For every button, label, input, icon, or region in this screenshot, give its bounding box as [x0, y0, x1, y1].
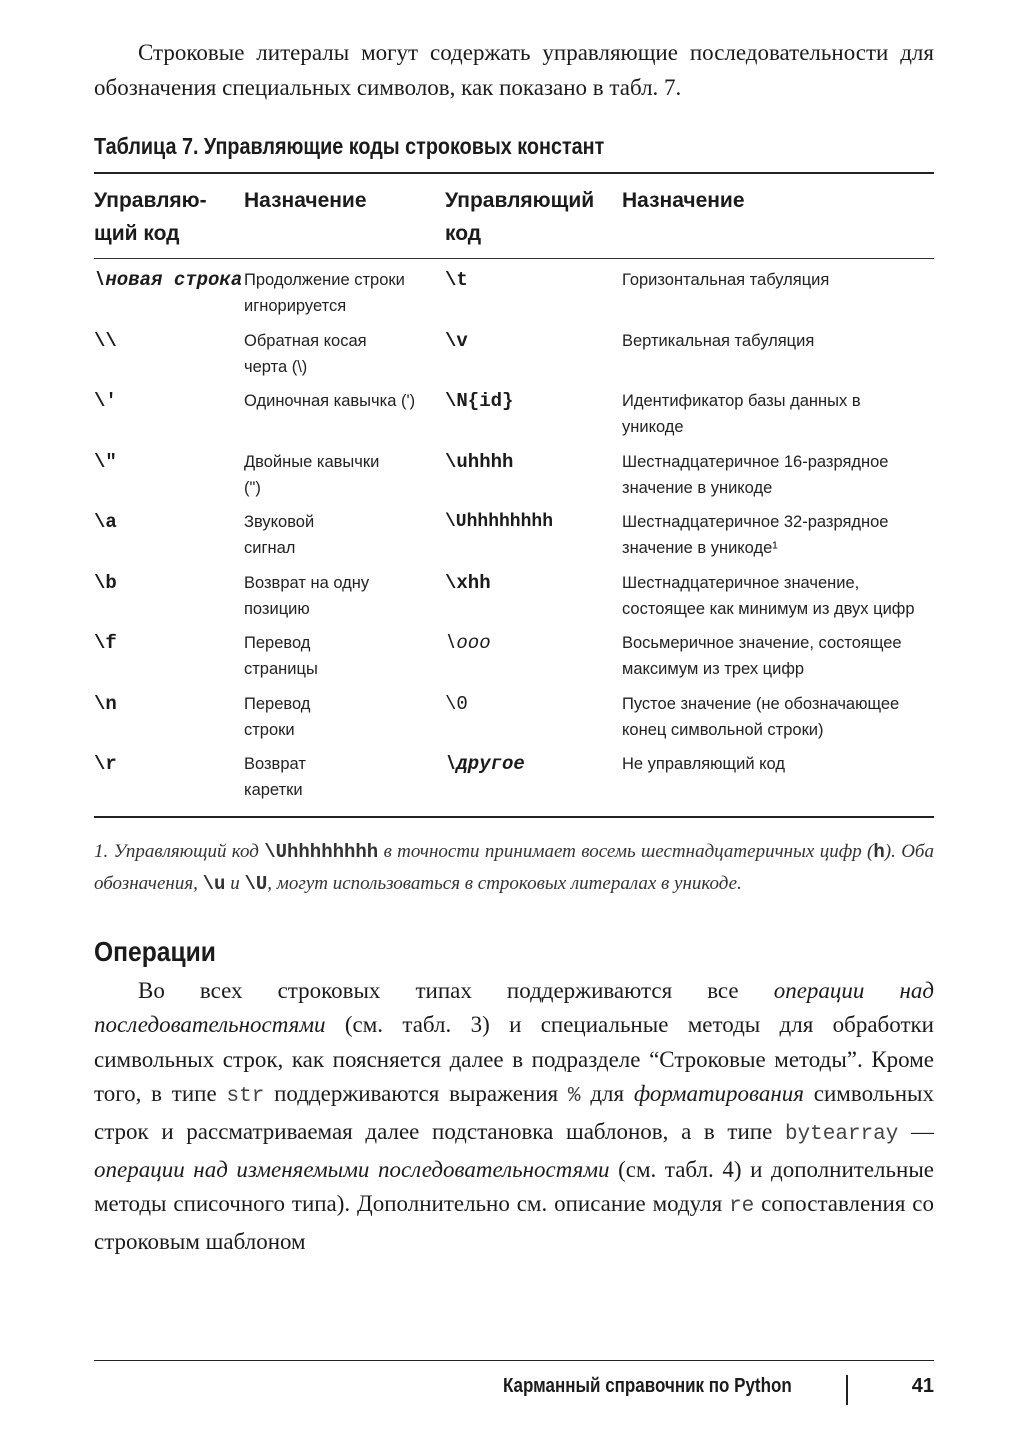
escape-code: \новая строка [94, 269, 243, 292]
escape-description: Звуковой сигнал [244, 513, 315, 558]
escape-description: Пустое значение (не обозначающее конец символьной строки) [622, 694, 900, 739]
escape-code: \другое [445, 753, 525, 776]
escape-code: \N{id} [445, 390, 514, 413]
escape-description: Шестнадцатеричное 16-разрядное значение в уникоде [622, 452, 889, 497]
escape-code: \t [445, 269, 468, 292]
escape-description: Шестнадцатеричное значение, состоящее как минимум из двух цифр [622, 573, 915, 618]
escape-code: \\ [94, 329, 117, 352]
intro-paragraph: Строковые литералы могут содержать управляющие последовательности для обозначения специальных символов, как показано в табл. 7. [94, 40, 934, 100]
escape-description: Не управляющий код [622, 755, 785, 774]
table-header-row [94, 174, 934, 258]
escape-description: Горизонтальная табуляция [622, 271, 830, 290]
escape-code: \a [94, 511, 117, 534]
header-code-1: Управляю-щий код [94, 189, 207, 246]
escape-code: \Uhhhhhhhh [445, 512, 554, 533]
escape-code: \uhhhh [445, 450, 514, 473]
table-row [94, 449, 934, 510]
table-row [94, 388, 934, 449]
escape-description: Обратная косая черта (\) [244, 331, 367, 376]
table-row [94, 751, 934, 812]
section-paragraph: Во всех строковых типах поддерживаются все операции над последовательностями (см. табл. 3) и специальные методы для обработки символьных строк, как поясняется далее в подразделе “Строковые методы”. Кроме того, в типе str поддерживаются выражения % для форматирования символьных строк и рассматриваемая далее подстановка шаблонов, а в типе bytearray — операции над изменяемыми последовательностями (см. табл. 4) и дополнительные методы списочного типа). Дополнительно см. описание модуля re сопоставления со строковым шаблоном [94, 977, 935, 1254]
book-title: Карманный справочник по Python [503, 1375, 792, 1397]
escape-code: \0 [445, 692, 468, 715]
escape-description: Возврат на одну позицию [244, 573, 370, 618]
escape-code: \b [94, 571, 117, 594]
escape-code: \' [94, 390, 117, 413]
escape-code: \r [94, 753, 117, 776]
escape-description: Шестнадцатеричное 32-разрядное значение в уникоде¹ [622, 513, 889, 558]
escape-description: Перевод страницы [244, 634, 318, 679]
escape-description: Одиночная кавычка (') [244, 392, 416, 411]
table-row [94, 691, 934, 752]
escape-code: \xhh [445, 571, 491, 594]
escape-code: \v [445, 329, 468, 352]
table-footnote: 1. Управляющий код \Uhhhhhhhh в точности принимает восемь шестнадцатеричных цифр (h). Оба обозначения, \u и \U, могут использоваться в строковых литералах в уникоде. [94, 840, 934, 895]
page-content [94, 36, 934, 1259]
escape-description: Двойные кавычки (") [244, 452, 380, 497]
escape-description: Идентификатор базы данных в уникоде [622, 392, 861, 437]
table-row [94, 570, 934, 631]
header-code-2: Управляющий код [445, 189, 595, 246]
table-row [94, 509, 934, 570]
escape-description: Перевод строки [244, 694, 311, 739]
header-desc-2: Назначение [622, 189, 745, 213]
table-row [94, 259, 934, 328]
escape-code: \n [94, 692, 117, 715]
table-title: Таблица 7. Управляющие коды строковых констант [94, 133, 605, 160]
escape-code: \ooo [445, 632, 491, 655]
header-desc-1: Назначение [244, 189, 367, 213]
page-footer [94, 1360, 934, 1421]
table-bottom-rule [94, 816, 934, 818]
escape-description: Восьмеричное значение, состоящее максимум из трех цифр [622, 634, 902, 679]
escape-description: Продолжение строки игнорируется [244, 271, 405, 316]
escape-code: \" [94, 450, 117, 473]
escape-code: \f [94, 632, 117, 655]
escape-codes-table [94, 174, 934, 812]
escape-description: Возврат каретки [244, 755, 306, 800]
table-row [94, 630, 934, 691]
footer-separator [846, 1375, 848, 1405]
section-heading: Операции [94, 935, 216, 967]
page-number: 41 [911, 1375, 934, 1397]
escape-description: Вертикальная табуляция [622, 331, 815, 350]
table-row [94, 328, 934, 389]
